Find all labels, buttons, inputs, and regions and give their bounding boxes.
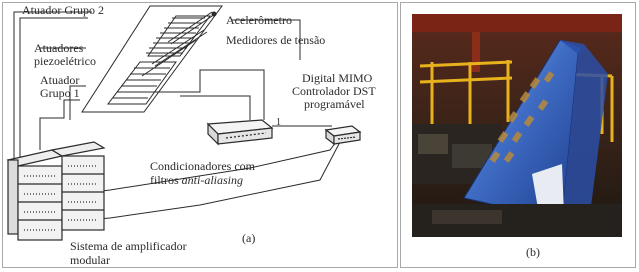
label-conditioners-prefix: filtros: [150, 173, 182, 187]
label-actuator-group-1-line1: Atuador: [40, 73, 80, 87]
panel-b-label: (b): [526, 245, 540, 259]
label-piezo-actuators-line1: Atuadores: [34, 41, 84, 55]
label-conditioners-line2: [150, 174, 243, 187]
strain-gauge-strips: [142, 12, 215, 76]
label-controller-line2: Controlador DST: [292, 84, 376, 98]
label-controller-line3: programável: [304, 97, 365, 111]
photo-test-rig: [412, 14, 622, 237]
label-conditioners-line1: Condicionadores com: [150, 159, 255, 173]
label-actuator-group-1-line2: Grupo 1: [40, 86, 80, 100]
accelerometer-marker: [212, 12, 216, 16]
label-controller-line1: Digital MIMO: [302, 71, 373, 85]
conditioner-box: [208, 120, 272, 144]
photo-ceiling-beam: [412, 14, 622, 32]
label-connection-mark: 1: [276, 117, 281, 128]
label-strain-gauges: Medidores de tensão: [226, 33, 326, 47]
photo-rendering: [412, 14, 622, 237]
label-accelerometer: Acelerômetro: [226, 13, 292, 27]
label-anti-aliasing: anti-aliasing: [181, 173, 244, 187]
label-amplifier-line2: modular: [70, 253, 110, 267]
label-amplifier-line1: Sistema de amplificador: [70, 239, 187, 253]
label-actuator-group-2: Atuador Grupo 2: [22, 3, 104, 17]
amplifier-rack: [8, 142, 104, 240]
label-piezo-actuators-line2: piezoelétrico: [34, 54, 96, 68]
controller-box: [326, 126, 360, 144]
panel-a-label: (a): [242, 231, 256, 245]
